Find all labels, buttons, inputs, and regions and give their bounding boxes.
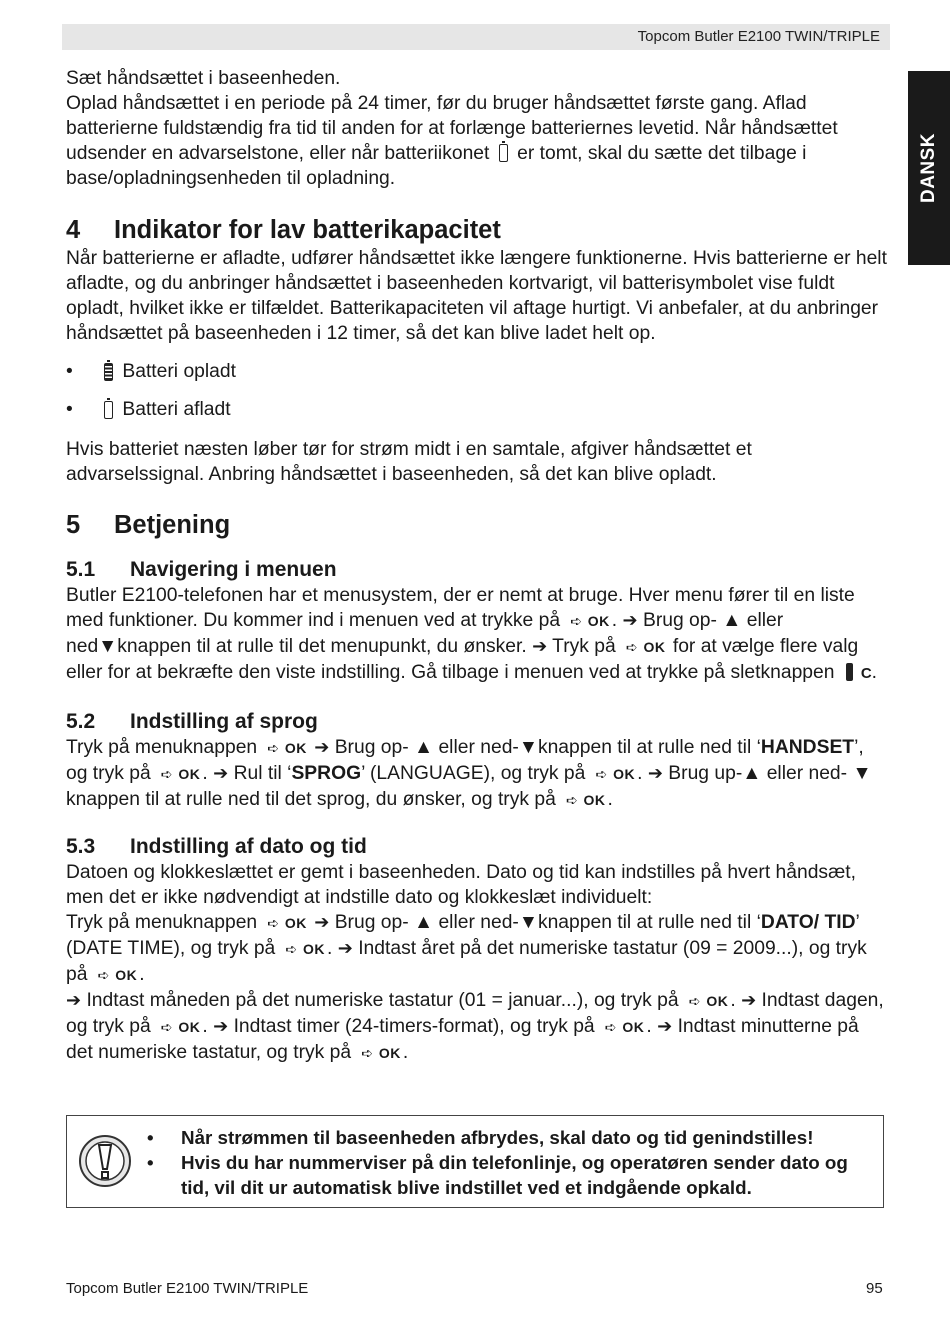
section-5-1-paragraph: Butler E2100-telefonen har et menusystem, der er nemt at bruge. Hver menu fører til en liste med funktioner. Du kommer ind i menuen ved at trykke på ➪ OK . ➔ Brug op- ▲ eller ned▼knappen til at rulle til det menupunkt, du ønsker. ➔ Tryk på ➪ OK for at vælge flere valg eller for at bekræfte den viste indstilling. Gå tilbage i menuen ved at trykke på sletknappen C.: [66, 583, 888, 686]
warning-note-icon: [77, 1133, 133, 1189]
section-5-3-paragraph-2: Tryk på menuknappen ➪ OK ➔ Brug op- ▲ eller ned-▼knappen til at rulle ned til ‘DATO/ TID’ (DATE TIME), og tryk på ➪ OK . ➔ Indtast året på det numeriske tastatur (09 = 2009...), og tryk på ➪ OK .: [66, 910, 888, 988]
up-arrow-icon: ▲: [414, 912, 434, 933]
battery-empty-icon: [499, 144, 508, 162]
ok-key-icon: ➪ OK: [625, 639, 666, 655]
arrow-right-icon: ➔: [314, 737, 330, 757]
down-arrow-icon: ▼: [518, 737, 538, 758]
header-bar: [62, 24, 890, 50]
section-5-3-heading: 5.3 Indstilling af dato og tid: [66, 835, 367, 858]
arrow-right-icon: ➔: [213, 1016, 229, 1036]
list-item: • Batteri afladt: [66, 399, 231, 420]
up-arrow-icon: ▲: [742, 763, 762, 784]
arrow-right-icon: ➔: [337, 938, 353, 958]
down-arrow-icon: ▼: [518, 912, 538, 933]
arrow-right-icon: ➔: [66, 990, 82, 1010]
list-item: • Hvis du har nummerviser på din telefonlinje, og operatøren sender dato og tid, vil dit ur automatisk blive indstillet ved et indgående opkald.: [147, 1152, 848, 1198]
section-5-3-paragraph-1: Datoen og klokkeslættet er gemt i baseenheden. Dato og tid kan indstilles på hvert håndsæt, men det er ikke nødvendigt at indstille dato og klokkeslæt individuelt:: [66, 862, 856, 908]
section-4-paragraph-2: Hvis batteriet næsten løber tør for strøm midt i en samtale, afgiver håndsættet et advarselssignal. Anbring håndsættet i baseenheden, så det kan blive opladt.: [66, 439, 752, 485]
ok-key-icon: ➪ OK: [688, 993, 729, 1009]
section-5-2-heading: 5.2 Indstilling af sprog: [66, 710, 318, 733]
section-5-1-heading: 5.1 Navigering i menuen: [66, 558, 337, 581]
list-item: • Når strømmen til baseenheden afbrydes, skal dato og tid genindstilles!: [147, 1127, 814, 1148]
ok-key-icon: ➪ OK: [160, 1019, 201, 1035]
page-content: [66, 66, 888, 1066]
arrow-right-icon: ➔: [314, 912, 330, 932]
ok-key-icon: ➪ OK: [267, 915, 307, 931]
arrow-right-icon: ➔: [532, 636, 548, 656]
arrow-right-icon: ➔: [647, 763, 663, 783]
down-arrow-icon: ▼: [852, 763, 872, 784]
up-arrow-icon: ▲: [722, 610, 742, 631]
down-arrow-icon: ▼: [98, 636, 118, 657]
arrow-right-icon: ➔: [213, 763, 229, 783]
c-key-icon: C: [846, 660, 872, 686]
ok-key-icon: ➪ OK: [570, 613, 610, 629]
section-4-paragraph-1: Når batterierne er afladte, udfører håndsættet ikke længere funktionerne. Hvis batterierne er helt afladte, og du anbringer håndsættet i baseenheden kortvarigt, vil batterisymbolet vise fuldt opladt, hvilket ikke er tilfældet. Batterikapaciteten vil aftage hurtigt. Vi anbefaler, at du anbringer håndsættet på baseenheden i 12 timer, så det kan blive ladet helt op.: [66, 248, 887, 344]
ok-key-icon: ➪ OK: [604, 1019, 645, 1035]
battery-status-list: [66, 359, 888, 422]
ok-key-icon: ➪ OK: [97, 967, 138, 983]
page-number: 95: [866, 1280, 883, 1297]
intro-line-1: Sæt håndsættet i baseenheden.: [66, 68, 341, 89]
arrow-right-icon: ➔: [657, 1016, 673, 1036]
section-5-2-paragraph: Tryk på menuknappen ➪ OK ➔ Brug op- ▲ eller ned-▼knappen til at rulle ned til ‘HANDSET’, og tryk på ➪ OK . ➔ Rul til ‘SPROG’ (LANGUAGE), og tryk på ➪ OK . ➔ Brug up-▲ eller ned- ▼ knappen til at rulle ned til det sprog, du ønsker, og tryk på ➪ OK .: [66, 735, 888, 813]
header-title: Topcom Butler E2100 TWIN/TRIPLE: [637, 28, 880, 45]
note-box: [66, 1115, 884, 1208]
section-4-heading: 4 Indikator for lav batterikapacitet: [66, 216, 501, 244]
ok-key-icon: ➪ OK: [267, 740, 307, 756]
ok-key-icon: ➪ OK: [285, 941, 326, 957]
battery-empty-icon: [104, 401, 113, 419]
note-list: [147, 1125, 867, 1200]
language-tab: [908, 71, 950, 265]
language-tab-label: DANSK: [918, 132, 939, 204]
ok-key-icon: ➪ OK: [361, 1045, 401, 1061]
arrow-right-icon: ➔: [741, 990, 757, 1010]
ok-key-icon: ➪ OK: [565, 792, 606, 808]
section-5-3-paragraph-3: ➔ Indtast måneden på det numeriske tastatur (01 = januar...), og tryk på ➪ OK . ➔ Indtast dagen, og tryk på ➪ OK . ➔ Indtast timer (24-timers-format), og tryk på ➪ OK . ➔ Indtast minutterne på det numeriske tastatur, og tryk på ➪ OK .: [66, 988, 888, 1066]
ok-key-icon: ➪ OK: [595, 766, 636, 782]
up-arrow-icon: ▲: [414, 737, 434, 758]
battery-full-icon: [104, 363, 113, 381]
intro-paragraph: Oplad håndsættet i en periode på 24 timer, før du bruger håndsættet første gang. Aflad batterierne fuldstændig fra tid til anden for at forlænge batteriernes levetid. Når håndsættet udsender en advarselstone, eller når batteriikonet er tomt, skal du sætte det tilbage i base/opladningsenheden til opladning.: [66, 93, 838, 189]
ok-key-icon: ➪ OK: [160, 766, 201, 782]
footer-title: Topcom Butler E2100 TWIN/TRIPLE: [66, 1280, 309, 1297]
section-5-heading: 5 Betjening: [66, 511, 231, 539]
arrow-right-icon: ➔: [622, 610, 638, 630]
list-item: • Batteri opladt: [66, 361, 236, 382]
